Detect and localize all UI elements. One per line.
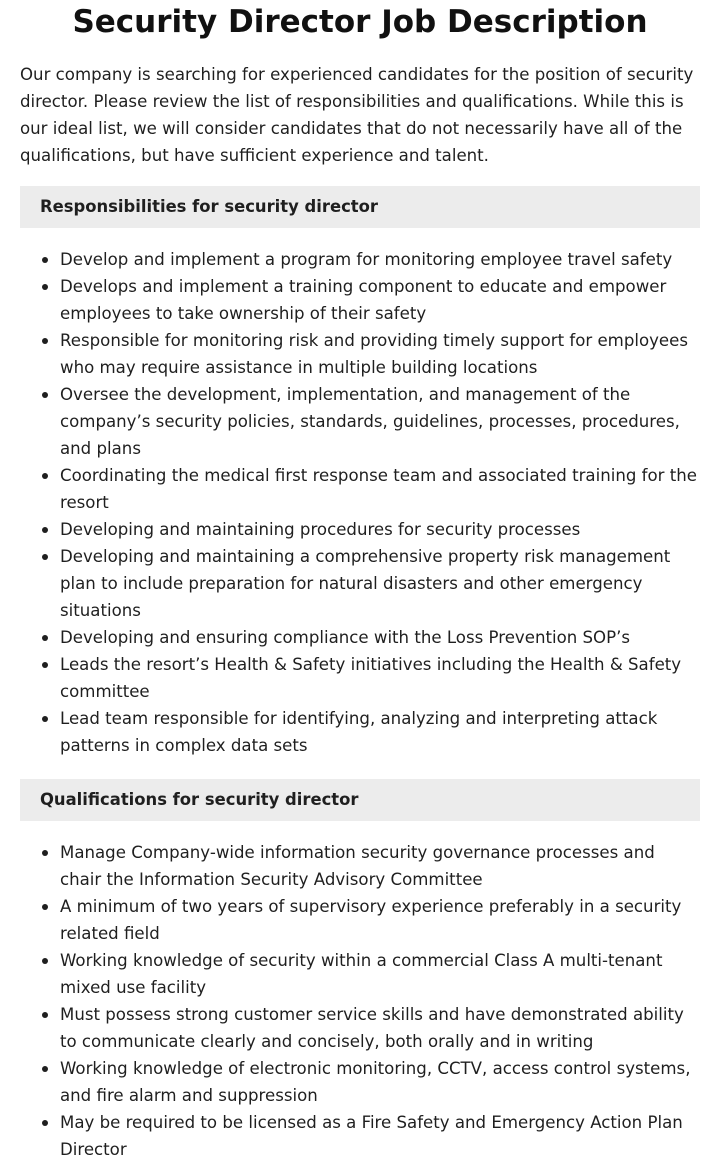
list-item: Working knowledge of electronic monitoring, CCTV, access control systems, and fire alarm and suppression (20, 1055, 700, 1109)
list-item: May be required to be licensed as a Fire Safety and Emergency Action Plan Director (20, 1109, 700, 1160)
list-item: Manage Company-wide information security governance processes and chair the Information Security Advisory Committee (20, 839, 700, 893)
responsibilities-list (20, 246, 700, 759)
page-title: Security Director Job Description (72, 4, 648, 40)
list-item: Oversee the development, implementation, and management of the company’s security policies, standards, guidelines, processes, procedures, and plans (20, 381, 700, 462)
list-item: Develop and implement a program for monitoring employee travel safety (20, 246, 700, 273)
qualifications-list (20, 839, 700, 1160)
list-item: Working knowledge of security within a commercial Class A multi-tenant mixed use facility (20, 947, 700, 1001)
list-item: Developing and ensuring compliance with the Loss Prevention SOP’s (20, 624, 700, 651)
list-item: Developing and maintaining procedures for security processes (20, 516, 700, 543)
list-item: Leads the resort’s Health & Safety initiatives including the Health & Safety committee (20, 651, 700, 705)
list-item: Develops and implement a training component to educate and empower employees to take ownership of their safety (20, 273, 700, 327)
list-item: Lead team responsible for identifying, analyzing and interpreting attack patterns in complex data sets (20, 705, 700, 759)
responsibilities-heading: Responsibilities for security director (20, 186, 700, 228)
list-item: A minimum of two years of supervisory experience preferably in a security related field (20, 893, 700, 947)
list-item: Developing and maintaining a comprehensive property risk management plan to include preparation for natural disasters and other emergency situations (20, 543, 700, 624)
list-item: Coordinating the medical first response team and associated training for the resort (20, 462, 700, 516)
list-item: Must possess strong customer service skills and have demonstrated ability to communicate clearly and concisely, both orally and in writing (20, 1001, 700, 1055)
intro-paragraph: Our company is searching for experienced candidates for the position of security director. Please review the list of responsibilities and qualifications. While this is our ideal list, we will consider candidates that do not necessarily have all of the qualifications, but have sufficient experience and talent. (20, 65, 694, 165)
list-item: Responsible for monitoring risk and providing timely support for employees who may require assistance in multiple building locations (20, 327, 700, 381)
qualifications-heading: Qualifications for security director (20, 779, 700, 821)
